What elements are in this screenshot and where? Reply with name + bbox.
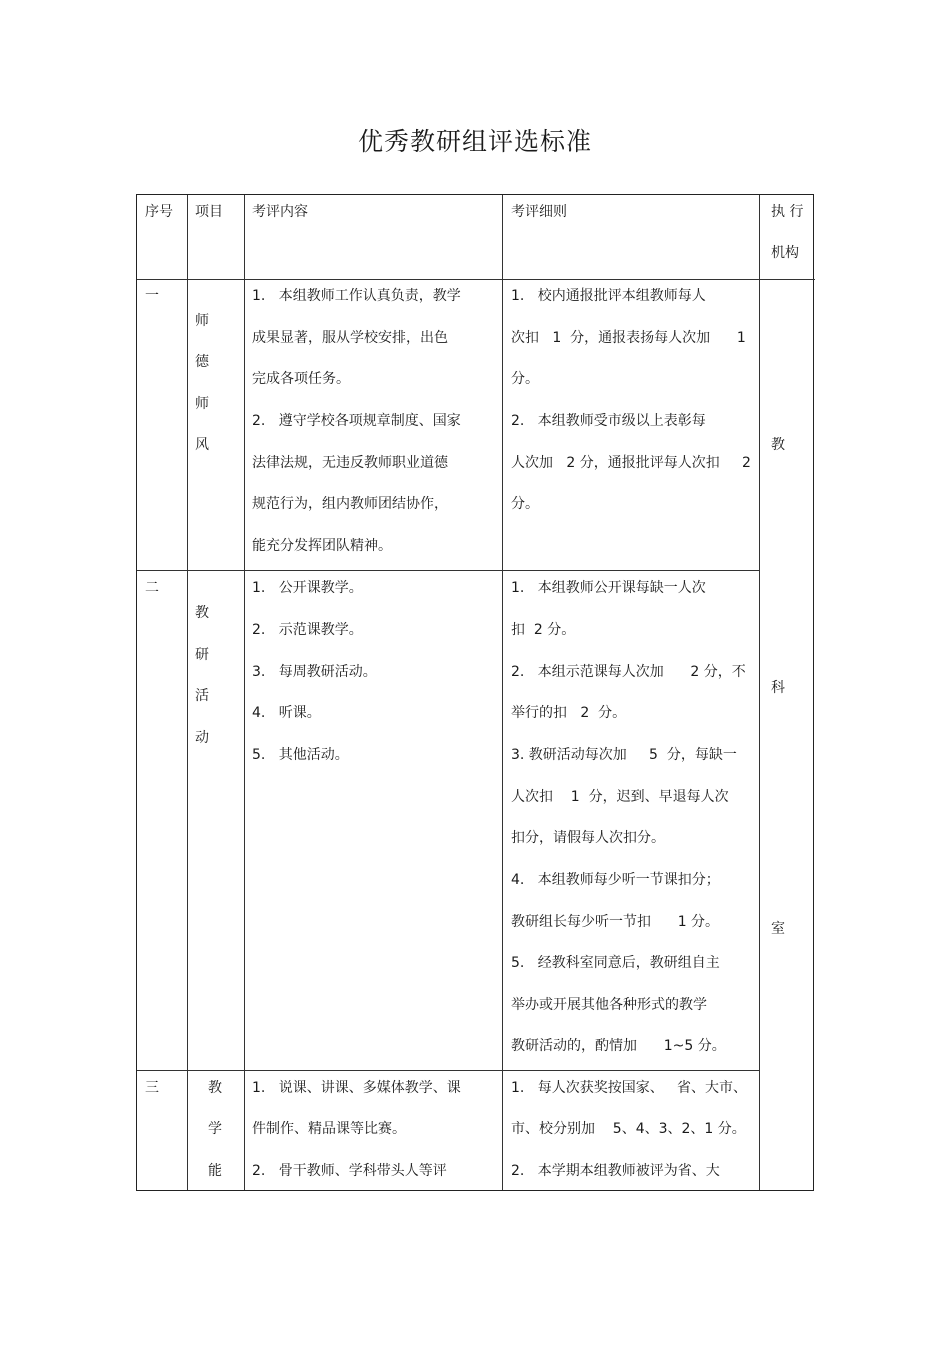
row2-rules-line: 举办或开展其他各种形式的教学 <box>511 997 707 1013</box>
row2-rules-line: 人次扣 1 分，迟到、早退每人次 <box>511 789 729 805</box>
row2-item-char: 活 <box>195 688 209 704</box>
col-divider-item <box>244 195 245 1190</box>
row1-item-char: 师 <box>195 313 209 329</box>
row3-rules-line: 市、校分别加 5、4、3、2、1 分。 <box>511 1121 746 1137</box>
row2-rules-line: 5. 经教科室同意后，教研组自主 <box>511 955 720 971</box>
row3-item-char: 学 <box>208 1121 222 1137</box>
col-divider-content <box>502 195 503 1190</box>
row1-seq: 一 <box>145 288 159 304</box>
header-exec-line2: 机构 <box>771 245 799 261</box>
row2-rules-line: 1. 本组教师公开课每缺一人次 <box>511 580 706 596</box>
exec-char: 室 <box>771 921 785 937</box>
row1-item-char: 德 <box>195 354 209 370</box>
row1-rules-line: 人次加 2 分，通报批评每人次扣 2 <box>511 455 751 471</box>
row2-item-char: 研 <box>195 647 209 663</box>
row2-rules-line: 4. 本组教师每少听一节课扣分； <box>511 872 720 888</box>
header-rules: 考评细则 <box>511 204 567 220</box>
col-divider-rules <box>759 195 760 1190</box>
row3-content-line: 2. 骨干教师、学科带头人等评 <box>252 1163 447 1179</box>
row3-content-line: 1. 说课、讲课、多媒体教学、课 <box>252 1080 461 1096</box>
row2-rules-line: 教研组长每少听一节扣 1 分。 <box>511 914 720 930</box>
header-divider <box>137 279 815 280</box>
row1-item-char: 风 <box>195 437 209 453</box>
row2-rules-line: 3. 教研活动每次加 5 分，每缺一 <box>511 747 737 763</box>
row2-rules-line: 扣 2 分。 <box>511 622 576 638</box>
row2-rules-line: 2. 本组示范课每人次加 2 分，不 <box>511 664 746 680</box>
row2-item-char: 动 <box>195 730 209 746</box>
row1-content-line: 完成各项任务。 <box>252 371 350 387</box>
col-divider-seq <box>187 195 188 1190</box>
row3-content-line: 件制作、精品课等比赛。 <box>252 1121 406 1137</box>
row2-content-line: 2. 示范课教学。 <box>252 622 363 638</box>
row2-rules-line: 举行的扣 2 分。 <box>511 705 627 721</box>
row2-seq: 二 <box>145 580 159 596</box>
exec-char: 教 <box>771 437 785 453</box>
row3-rules-line: 1. 每人次获奖按国家、 省、大市、 <box>511 1080 748 1096</box>
page-title: 优秀教研组评选标准 <box>357 127 592 156</box>
row2-content-line: 4. 听课。 <box>252 705 321 721</box>
header-item: 项目 <box>195 204 223 220</box>
row1-content-line: 规范行为，组内教师团结协作， <box>252 496 448 512</box>
row1-rules-line: 1. 校内通报批评本组教师每人 <box>511 288 706 304</box>
row1-rules-line: 分。 <box>511 496 539 512</box>
row1-content-line: 1. 本组教师工作认真负责，教学 <box>252 288 461 304</box>
row2-item-char: 教 <box>195 605 209 621</box>
row1-content-line: 2. 遵守学校各项规章制度、国家 <box>252 413 461 429</box>
row3-seq: 三 <box>145 1080 159 1096</box>
row3-rules-line: 2. 本学期本组教师被评为省、大 <box>511 1163 720 1179</box>
header-exec-line1: 执 行 <box>771 204 804 220</box>
row1-rules-line: 次扣 1 分，通报表扬每人次加 1 <box>511 330 746 346</box>
exec-char: 科 <box>771 680 785 696</box>
criteria-table <box>136 194 814 1191</box>
row1-item-char: 师 <box>195 396 209 412</box>
row1-content-line: 成果显著，服从学校安排，出色 <box>252 330 448 346</box>
header-seq: 序号 <box>145 204 173 220</box>
row1-rules-line: 分。 <box>511 371 539 387</box>
row1-content-line: 能充分发挥团队精神。 <box>252 538 392 554</box>
header-content: 考评内容 <box>252 204 308 220</box>
row1-rules-line: 2. 本组教师受市级以上表彰每 <box>511 413 706 429</box>
row1-content-line: 法律法规，无违反教师职业道德 <box>252 455 448 471</box>
row3-item-char: 能 <box>208 1163 222 1179</box>
row3-item-char: 教 <box>208 1080 222 1096</box>
row2-content-line: 5. 其他活动。 <box>252 747 349 763</box>
row2-content-line: 1. 公开课教学。 <box>252 580 363 596</box>
row2-rules-line: 教研活动的，酌情加 1~5 分。 <box>511 1038 726 1054</box>
row2-content-line: 3. 每周教研活动。 <box>252 664 377 680</box>
row2-rules-line: 扣分，请假每人次扣分。 <box>511 830 665 846</box>
